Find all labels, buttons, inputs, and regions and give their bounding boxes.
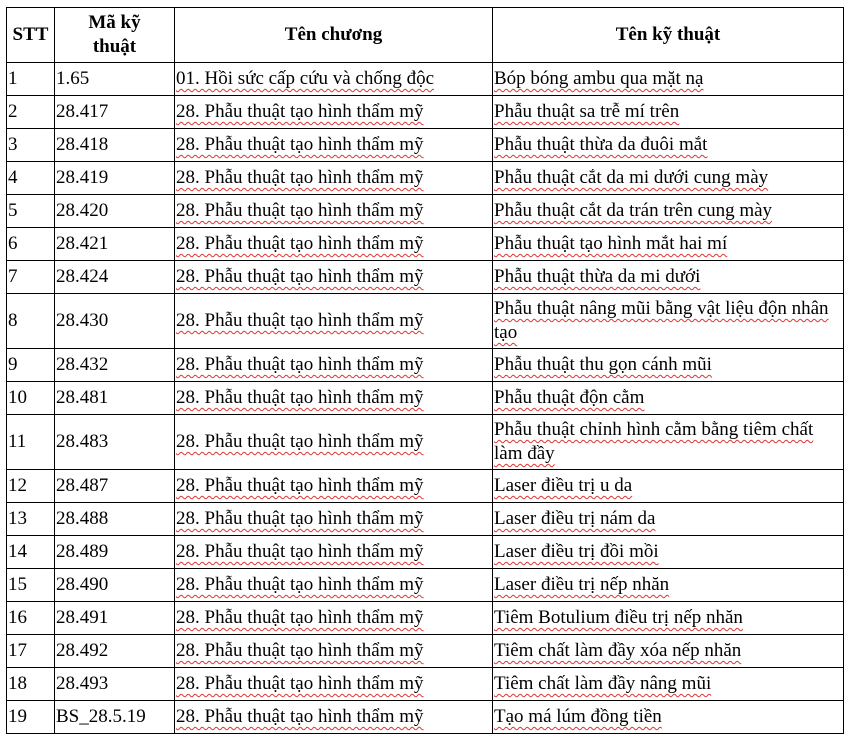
name-value: Tiêm chất làm đầy nâng mũi (494, 673, 712, 694)
table-body (7, 63, 844, 734)
cell-name (493, 382, 844, 415)
stt-value: 10 (8, 387, 27, 408)
name-value: Laser điều trị u da (494, 475, 633, 496)
cell-name (493, 294, 844, 349)
cell-chapter (175, 503, 493, 536)
table-row (7, 195, 844, 228)
stt-value: 16 (8, 607, 27, 628)
stt-value: 11 (8, 431, 27, 452)
cell-code (55, 602, 175, 635)
stt-value: 18 (8, 673, 27, 694)
code-value: 28.418 (56, 134, 109, 155)
stt-value: 3 (8, 134, 18, 155)
cell-code (55, 261, 175, 294)
cell-code (55, 129, 175, 162)
name-value: Phẫu thuật cắt da trán trên cung mày (494, 200, 773, 221)
cell-chapter (175, 415, 493, 470)
cell-name (493, 503, 844, 536)
table-row (7, 415, 844, 470)
cell-chapter (175, 195, 493, 228)
chapter-value: 28. Phẫu thuật tạo hình thẩm mỹ (176, 706, 424, 727)
stt-value: 14 (8, 541, 27, 562)
cell-name (493, 96, 844, 129)
chapter-value: 28. Phẫu thuật tạo hình thẩm mỹ (176, 574, 424, 595)
cell-stt (7, 701, 55, 734)
cell-code (55, 294, 175, 349)
name-value: Phẫu thuật cắt da mi dưới cung mày (494, 167, 769, 188)
cell-code (55, 96, 175, 129)
cell-code (55, 635, 175, 668)
table-row (7, 701, 844, 734)
cell-name (493, 63, 844, 96)
cell-name (493, 470, 844, 503)
chapter-value: 28. Phẫu thuật tạo hình thẩm mỹ (176, 167, 424, 188)
cell-stt (7, 602, 55, 635)
technique-table (6, 7, 844, 734)
name-value: Laser điều trị nám da (494, 508, 656, 529)
cell-name (493, 668, 844, 701)
cell-code (55, 668, 175, 701)
chapter-value: 28. Phẫu thuật tạo hình thẩm mỹ (176, 475, 424, 496)
code-value: 28.491 (56, 607, 109, 628)
cell-stt (7, 162, 55, 195)
chapter-value: 28. Phẫu thuật tạo hình thẩm mỹ (176, 607, 424, 628)
code-value: BS_28.5.19 (56, 706, 146, 727)
code-value: 28.432 (56, 354, 109, 375)
cell-stt (7, 668, 55, 701)
stt-value: 19 (8, 706, 27, 727)
table-row (7, 162, 844, 195)
chapter-value: 28. Phẫu thuật tạo hình thẩm mỹ (176, 673, 424, 694)
table-row (7, 382, 844, 415)
cell-stt (7, 63, 55, 96)
cell-code (55, 415, 175, 470)
cell-chapter (175, 701, 493, 734)
header-code-label: Mã kỹ thuật (88, 12, 141, 57)
chapter-value: 28. Phẫu thuật tạo hình thẩm mỹ (176, 310, 424, 331)
stt-value: 15 (8, 574, 27, 595)
cell-code (55, 162, 175, 195)
stt-value: 12 (8, 475, 27, 496)
stt-value: 1 (8, 68, 18, 89)
cell-name (493, 162, 844, 195)
cell-code (55, 63, 175, 96)
cell-chapter (175, 96, 493, 129)
cell-chapter (175, 470, 493, 503)
table-row (7, 668, 844, 701)
name-value: Tiêm Botulium điều trị nếp nhăn (494, 607, 743, 628)
cell-code (55, 569, 175, 602)
cell-name (493, 701, 844, 734)
name-value: Phẫu thuật chỉnh hình cằm bằng tiêm chất làm đầy (494, 419, 814, 464)
cell-stt (7, 470, 55, 503)
cell-chapter (175, 382, 493, 415)
table-row (7, 228, 844, 261)
chapter-value: 28. Phẫu thuật tạo hình thẩm mỹ (176, 200, 424, 221)
cell-name (493, 602, 844, 635)
cell-name (493, 261, 844, 294)
cell-stt (7, 382, 55, 415)
chapter-value: 28. Phẫu thuật tạo hình thẩm mỹ (176, 266, 424, 287)
cell-code (55, 195, 175, 228)
cell-stt (7, 261, 55, 294)
cell-name (493, 635, 844, 668)
table-row (7, 470, 844, 503)
code-value: 28.490 (56, 574, 109, 595)
cell-stt (7, 294, 55, 349)
cell-stt (7, 228, 55, 261)
name-value: Phẫu thuật độn cằm (494, 387, 645, 408)
name-value: Tạo má lúm đồng tiền (494, 706, 662, 727)
name-value: Phẫu thuật nâng mũi bằng vật liệu độn nhân tạo (494, 298, 829, 343)
table-row (7, 261, 844, 294)
name-value: Phẫu thuật sa trễ mí trên (494, 101, 680, 122)
cell-name (493, 349, 844, 382)
cell-name (493, 129, 844, 162)
stt-value: 5 (8, 200, 18, 221)
chapter-value: 28. Phẫu thuật tạo hình thẩm mỹ (176, 640, 424, 661)
table-row (7, 129, 844, 162)
table-row (7, 602, 844, 635)
table-row (7, 503, 844, 536)
header-chapter: Tên chương (175, 8, 493, 63)
name-value: Laser điều trị nếp nhăn (494, 574, 670, 595)
chapter-value: 28. Phẫu thuật tạo hình thẩm mỹ (176, 541, 424, 562)
code-value: 28.487 (56, 475, 109, 496)
chapter-value: 28. Phẫu thuật tạo hình thẩm mỹ (176, 508, 424, 529)
cell-name (493, 228, 844, 261)
cell-chapter (175, 569, 493, 602)
cell-chapter (175, 536, 493, 569)
cell-name (493, 415, 844, 470)
table-row (7, 569, 844, 602)
header-stt: STT (7, 8, 55, 63)
cell-code (55, 228, 175, 261)
cell-name (493, 569, 844, 602)
code-value: 1.65 (56, 68, 90, 89)
name-value: Tiêm chất làm đầy xóa nếp nhăn (494, 640, 742, 661)
cell-code (55, 382, 175, 415)
chapter-value: 28. Phẫu thuật tạo hình thẩm mỹ (176, 233, 424, 254)
cell-chapter (175, 63, 493, 96)
cell-chapter (175, 635, 493, 668)
table-row (7, 63, 844, 96)
code-value: 28.419 (56, 167, 109, 188)
cell-stt (7, 536, 55, 569)
stt-value: 2 (8, 101, 18, 122)
name-value: Bóp bóng ambu qua mặt nạ (494, 68, 704, 89)
cell-code (55, 701, 175, 734)
chapter-value: 01. Hồi sức cấp cứu và chống độc (176, 68, 435, 89)
cell-chapter (175, 162, 493, 195)
cell-name (493, 195, 844, 228)
table-row (7, 294, 844, 349)
cell-stt (7, 129, 55, 162)
code-value: 28.489 (56, 541, 109, 562)
stt-value: 4 (8, 167, 18, 188)
chapter-value: 28. Phẫu thuật tạo hình thẩm mỹ (176, 354, 424, 375)
cell-code (55, 470, 175, 503)
table-row (7, 96, 844, 129)
cell-stt (7, 96, 55, 129)
chapter-value: 28. Phẫu thuật tạo hình thẩm mỹ (176, 431, 424, 452)
table-row (7, 635, 844, 668)
chapter-value: 28. Phẫu thuật tạo hình thẩm mỹ (176, 101, 424, 122)
cell-stt (7, 503, 55, 536)
code-value: 28.417 (56, 101, 109, 122)
code-value: 28.483 (56, 431, 109, 452)
chapter-value: 28. Phẫu thuật tạo hình thẩm mỹ (176, 387, 424, 408)
cell-code (55, 503, 175, 536)
cell-stt (7, 635, 55, 668)
code-value: 28.420 (56, 200, 109, 221)
cell-code (55, 536, 175, 569)
cell-chapter (175, 349, 493, 382)
cell-chapter (175, 261, 493, 294)
table-row (7, 349, 844, 382)
name-value: Phẫu thuật thừa da mi dưới (494, 266, 701, 287)
cell-stt (7, 569, 55, 602)
chapter-value: 28. Phẫu thuật tạo hình thẩm mỹ (176, 134, 424, 155)
cell-stt (7, 349, 55, 382)
cell-chapter (175, 668, 493, 701)
header-name: Tên kỹ thuật (493, 8, 844, 63)
stt-value: 8 (8, 310, 18, 331)
stt-value: 13 (8, 508, 27, 529)
cell-code (55, 349, 175, 382)
code-value: 28.492 (56, 640, 109, 661)
stt-value: 9 (8, 354, 18, 375)
code-value: 28.488 (56, 508, 109, 529)
cell-chapter (175, 129, 493, 162)
cell-stt (7, 415, 55, 470)
cell-stt (7, 195, 55, 228)
stt-value: 17 (8, 640, 27, 661)
cell-name (493, 536, 844, 569)
name-value: Phẫu thuật thu gọn cánh mũi (494, 354, 712, 375)
cell-chapter (175, 602, 493, 635)
name-value: Phẫu thuật thừa da đuôi mắt (494, 134, 708, 155)
table-row (7, 536, 844, 569)
name-value: Laser điều trị đồi mồi (494, 541, 659, 562)
stt-value: 7 (8, 266, 18, 287)
cell-chapter (175, 228, 493, 261)
code-value: 28.421 (56, 233, 109, 254)
name-value: Phẫu thuật tạo hình mắt hai mí (494, 233, 728, 254)
code-value: 28.424 (56, 266, 109, 287)
cell-chapter (175, 294, 493, 349)
header-code (55, 8, 175, 63)
header-row (7, 8, 844, 63)
code-value: 28.493 (56, 673, 109, 694)
code-value: 28.481 (56, 387, 109, 408)
code-value: 28.430 (56, 310, 109, 331)
stt-value: 6 (8, 233, 18, 254)
